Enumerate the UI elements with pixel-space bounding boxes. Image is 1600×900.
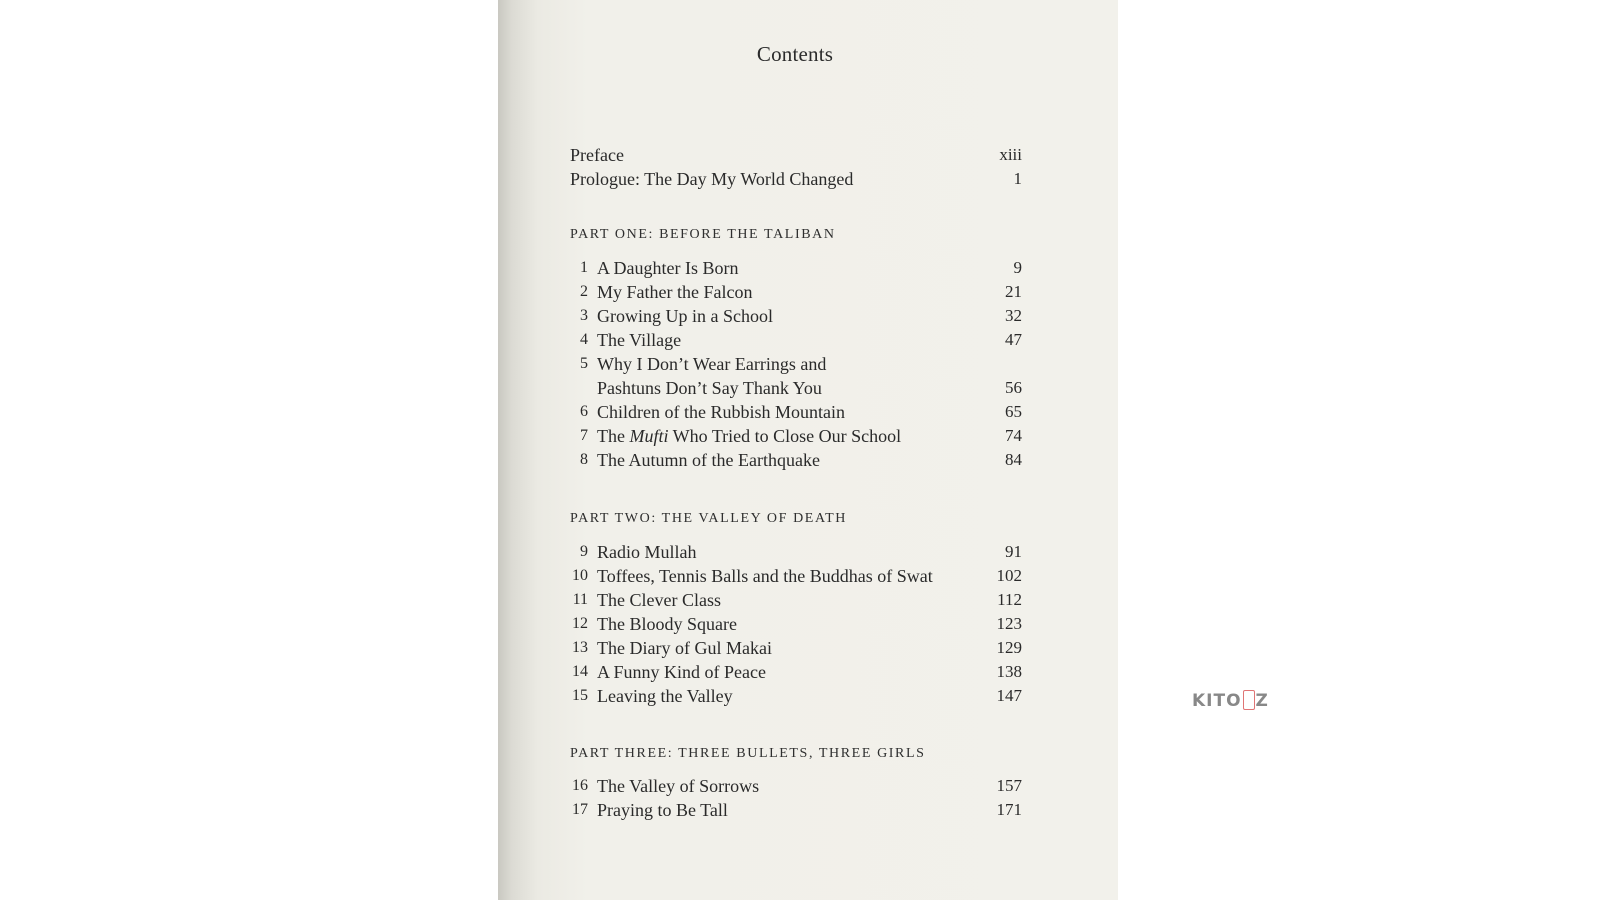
toc-entry-chapter-9 bbox=[570, 540, 1022, 564]
chapter-title-post: Who Tried to Close Our School bbox=[668, 426, 902, 446]
book-icon bbox=[1243, 690, 1255, 710]
chapter-number: 14 bbox=[572, 663, 588, 680]
toc-entry-chapter-12 bbox=[570, 612, 1022, 636]
chapter-title: A Daughter Is Born bbox=[597, 258, 739, 278]
chapter-page: 91 bbox=[1005, 542, 1022, 561]
toc-entry-chapter-10 bbox=[570, 564, 1022, 588]
chapter-number: 11 bbox=[572, 591, 588, 608]
toc-entry-preface bbox=[570, 143, 1022, 167]
toc-entry-chapter-2 bbox=[570, 280, 1022, 304]
watermark-text-left: KITO bbox=[1192, 691, 1242, 711]
chapter-number: 6 bbox=[580, 403, 588, 420]
chapter-page: 47 bbox=[1005, 330, 1022, 349]
toc-entry-page: 1 bbox=[1013, 169, 1022, 188]
toc-entry-chapter-3 bbox=[570, 304, 1022, 328]
chapter-number: 2 bbox=[580, 283, 588, 300]
toc-entry-chapter-17 bbox=[570, 798, 1022, 822]
chapter-title bbox=[597, 424, 901, 448]
chapter-title: My Father the Falcon bbox=[597, 282, 753, 302]
chapter-title: Praying to Be Tall bbox=[597, 800, 728, 820]
toc-entry-prologue bbox=[570, 167, 1022, 191]
chapter-page: 74 bbox=[1005, 426, 1022, 445]
chapter-title: The Bloody Square bbox=[597, 614, 737, 634]
chapter-page: 123 bbox=[996, 614, 1022, 633]
chapter-number: 9 bbox=[580, 543, 588, 560]
chapter-title: The Diary of Gul Makai bbox=[597, 638, 772, 658]
chapter-number: 8 bbox=[580, 451, 588, 468]
chapter-number: 1 bbox=[580, 259, 588, 276]
book-page bbox=[498, 0, 1118, 900]
part-two-heading: PART TWO: THE VALLEY OF DEATH bbox=[570, 511, 847, 526]
toc-entry-chapter-8 bbox=[570, 448, 1022, 472]
chapter-title: The Valley of Sorrows bbox=[597, 776, 760, 796]
toc-entry-chapter-16 bbox=[570, 774, 1022, 798]
part-three-heading: PART THREE: THREE BULLETS, THREE GIRLS bbox=[570, 746, 926, 761]
toc-entry-label: Prologue: The Day My World Changed bbox=[570, 169, 854, 189]
chapter-page: 138 bbox=[996, 662, 1022, 681]
chapter-title: Children of the Rubbish Mountain bbox=[597, 402, 845, 422]
chapter-number: 17 bbox=[572, 801, 588, 818]
toc-entry-chapter-14 bbox=[570, 660, 1022, 684]
watermark-text-right: Z bbox=[1255, 691, 1269, 711]
part-one-heading: PART ONE: BEFORE THE TALIBAN bbox=[570, 227, 836, 242]
watermark-logo bbox=[1192, 690, 1269, 711]
chapter-number: 16 bbox=[572, 777, 588, 794]
chapter-title: Radio Mullah bbox=[597, 542, 697, 562]
chapter-page: 21 bbox=[1005, 282, 1022, 301]
chapter-page: 102 bbox=[996, 566, 1022, 585]
chapter-page: 65 bbox=[1005, 402, 1022, 421]
toc-entry-chapter-6 bbox=[570, 400, 1022, 424]
toc-entry-chapter-5 bbox=[570, 352, 1022, 376]
chapter-page: 84 bbox=[1005, 450, 1022, 469]
chapter-page: 32 bbox=[1005, 306, 1022, 325]
toc-entry-label: Preface bbox=[570, 145, 624, 165]
chapter-number: 12 bbox=[572, 615, 588, 632]
toc-entry-page: xiii bbox=[999, 145, 1022, 164]
chapter-page: 147 bbox=[996, 686, 1022, 705]
chapter-title: A Funny Kind of Peace bbox=[597, 662, 766, 682]
chapter-title: The Village bbox=[597, 330, 682, 350]
chapter-number: 13 bbox=[572, 639, 588, 656]
chapter-number: 4 bbox=[580, 331, 588, 348]
chapter-page: 9 bbox=[1013, 258, 1022, 277]
toc-entry-chapter-7 bbox=[570, 424, 1022, 448]
chapter-title: The Clever Class bbox=[597, 590, 721, 610]
toc-entry-chapter-5-continued bbox=[570, 376, 1022, 400]
page-title: Contents bbox=[756, 42, 834, 66]
toc-entry-chapter-11 bbox=[570, 588, 1022, 612]
chapter-number: 15 bbox=[572, 687, 588, 704]
chapter-title: Toffees, Tennis Balls and the Buddhas of Swat bbox=[597, 566, 933, 586]
chapter-title-italic: Mufti bbox=[629, 426, 669, 446]
toc-entry-chapter-13 bbox=[570, 636, 1022, 660]
chapter-page: 157 bbox=[996, 776, 1022, 795]
chapter-number: 3 bbox=[580, 307, 588, 324]
chapter-page: 171 bbox=[996, 800, 1022, 819]
chapter-page: 56 bbox=[1005, 378, 1022, 397]
chapter-number: 5 bbox=[580, 355, 588, 372]
chapter-title-pre: The bbox=[597, 426, 630, 446]
chapter-title: Growing Up in a School bbox=[597, 306, 773, 326]
chapter-title: The Autumn of the Earthquake bbox=[597, 450, 820, 470]
chapter-title-line-1: Why I Don’t Wear Earrings and bbox=[597, 354, 827, 374]
chapter-page: 112 bbox=[997, 590, 1022, 609]
chapter-title-line-2: Pashtuns Don’t Say Thank You bbox=[597, 378, 822, 398]
toc-entry-chapter-15 bbox=[570, 684, 1022, 708]
toc-entry-chapter-4 bbox=[570, 328, 1022, 352]
chapter-title: Leaving the Valley bbox=[597, 686, 733, 706]
chapter-page: 129 bbox=[996, 638, 1022, 657]
chapter-number: 10 bbox=[572, 567, 588, 584]
toc-entry-chapter-1 bbox=[570, 256, 1022, 280]
chapter-number: 7 bbox=[580, 427, 588, 444]
